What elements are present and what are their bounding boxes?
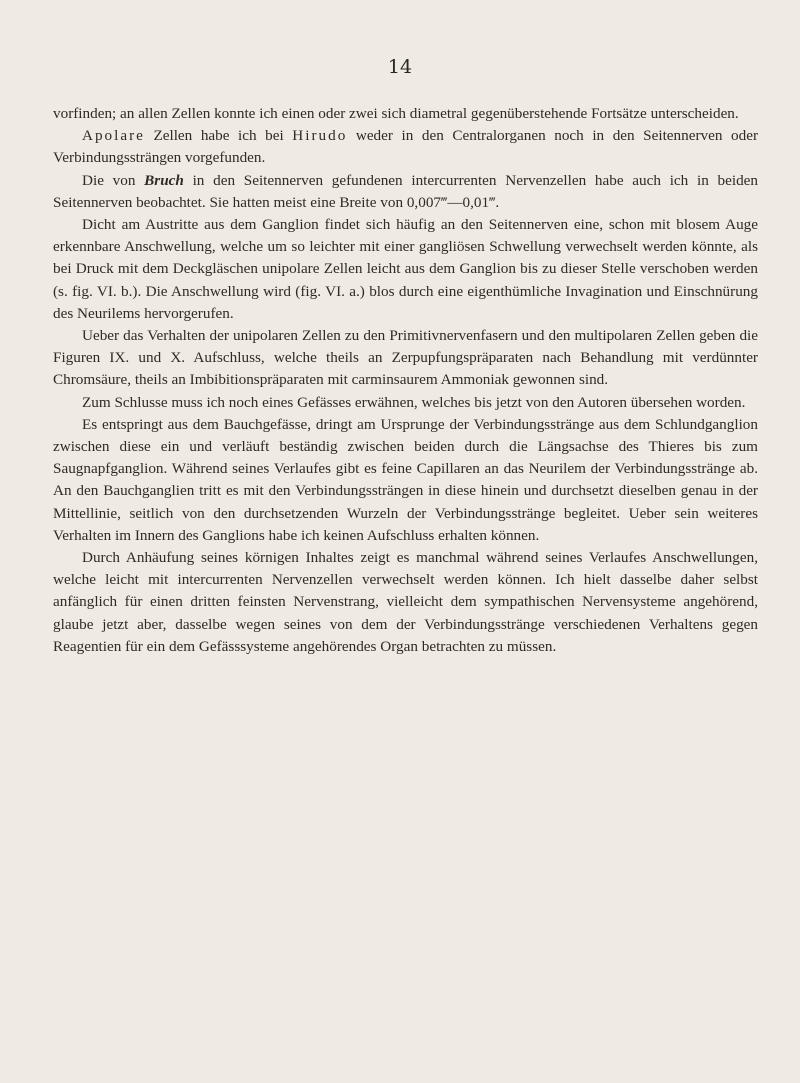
paragraph-bruch-rest: in den Seitennerven gefundenen intercurrenten Nervenzellen habe auch ich in beiden Seitennerven beobachtet. Sie hatten meist eine Breite von 0,007‴—0,01‴. (53, 171, 758, 211)
paragraph-apolar (53, 125, 758, 169)
paragraph-bruch (53, 170, 758, 214)
paragraph-bruch-lead: Die von (82, 171, 145, 189)
term-hirudo: Hirudo (292, 127, 348, 145)
paragraph-apolar-rest: weder in den Centralorganen noch in den Seitennerven oder Verbindungssträngen vorgefunden. (53, 127, 758, 167)
paragraph-continued: vorfinden; an allen Zellen konnte ich einen oder zwei sich diametral gegenüberstehende Fortsätze unterscheiden. (53, 105, 739, 122)
paragraph-unipolar: Ueber das Verhalten der unipolaren Zellen zu den Primitivnervenfasern und den multipolaren Zellen geben die Figuren IX. und X. Aufschluss, welche theils an Zerpupfungspräparaten nach Behandlung mit verdünnter Chromsäure, theils an Imbibitionspräparaten mit carminsaurem Ammoniak gewonnen sind. (53, 327, 758, 389)
body-text (53, 103, 758, 658)
author-bruch: Bruch (144, 171, 184, 189)
paragraph-apolar-mid: Zellen habe ich bei (144, 127, 293, 145)
page-number: 14 (387, 56, 413, 78)
paragraph-austritt: Dicht am Austritte aus dem Ganglion findet sich häufig an den Seitennerven eine, schon mit blosem Auge erkennbare Anschwellung, welche um so leichter mit einer gangliösen Schwellung verwechselt werden könnte, als bei Druck mit dem Deckgläschen unipolare Zellen leicht aus dem Ganglion bis zu dieser Stelle verschoben werden (s. fig. VI. b.). Die Anschwellung wird (fig. VI. a.) blos durch eine eigenthümliche Invagination und Einschnürung des Neurilems hervorgerufen. (53, 216, 758, 322)
paragraph-ursprung: Es entspringt aus dem Bauchgefässe, dringt am Ursprunge der Verbindungsstränge aus dem Schlundganglion zwischen diese ein und verläuft beständig zwischen beiden durch die Längsachse des Thieres bis zum Saugnapfganglion. Während seines Verlaufes gibt es feine Capillaren an das Neurilem der Verbindungsstränge ab. An den Bauchganglien tritt es mit den Verbindungssträngen in diese hinein und durchsetzt dieselben genau in der Mittellinie, seitlich von den durchsetzenden Wurzeln der Verbindungsstränge begleitet. Ueber sein weiteres Verhalten im Innern des Ganglions habe ich keinen Aufschluss erhalten können. (53, 415, 758, 544)
paragraph-anhaeufung: Durch Anhäufung seines körnigen Inhaltes zeigt es manchmal während seines Verlaufes Anschwellungen, welche leicht mit intercurrenten Nervenzellen verwechselt werden können. Ich hielt dasselbe daher selbst anfänglich für einen dritten feinsten Nervenstrang, vielleicht dem sympathischen Nervensysteme angehörend, glaube jetzt aber, dasselbe wegen seines von dem der Verbindungsstränge verschiedenen Verhaltens gegen Reagentien für ein dem Gefässsysteme angehörendes Organ betrachten zu müssen. (53, 549, 758, 655)
term-apolare: Apolare (82, 127, 145, 145)
paragraph-gefaess: Zum Schlusse muss ich noch eines Gefässes erwähnen, welches bis jetzt von den Autoren übersehen worden. (82, 393, 746, 411)
